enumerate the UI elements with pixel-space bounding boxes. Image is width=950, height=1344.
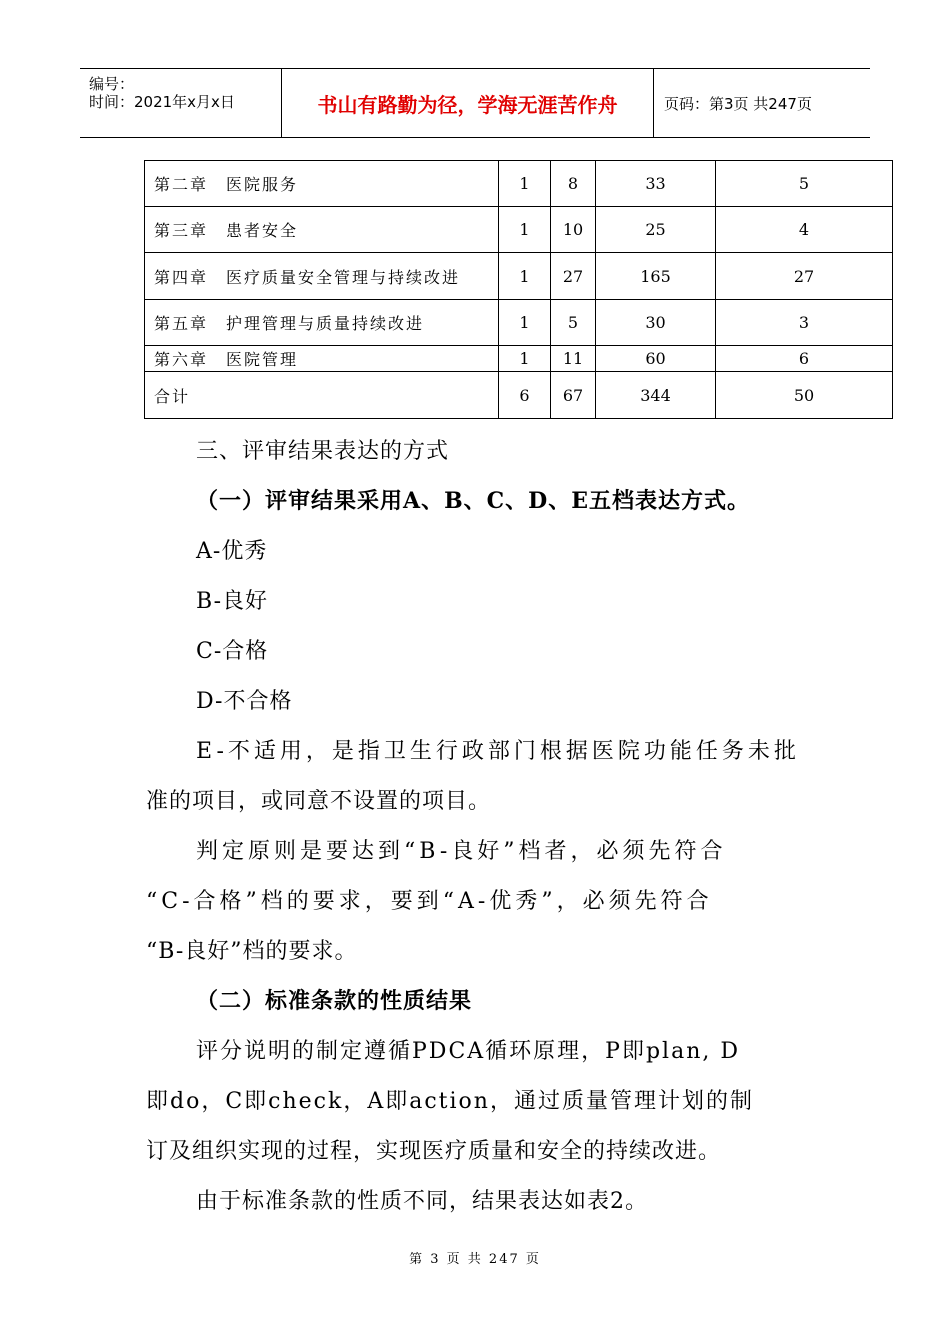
value-cell: 8 (551, 161, 596, 207)
header-motto: 书山有路勤为径，学海无涯苦作舟 (282, 69, 654, 137)
pdca-line: 评分说明的制定遵循PDCA循环原理，P即plan, D (196, 1039, 740, 1064)
rule-line: 判定原则是要达到“B-良好”档者，必须先符合 (196, 839, 727, 864)
header-page-code: 页码：第3页 共247页 (664, 94, 812, 113)
value-cell: 344 (596, 372, 716, 419)
date-label: 时间：2021年x月x日 (89, 93, 235, 111)
value-cell: 1 (499, 346, 551, 372)
value-cell: 33 (596, 161, 716, 207)
value-cell: 27 (716, 253, 893, 300)
grade-a: A-优秀 (196, 539, 268, 564)
value-cell: 10 (551, 207, 596, 253)
value-cell: 27 (551, 253, 596, 300)
chapter-cell: 合计 (145, 372, 499, 419)
table-row (145, 346, 893, 372)
value-cell: 6 (716, 346, 893, 372)
chapter-cell: 第六章 医院管理 (145, 346, 499, 372)
value-cell: 60 (596, 346, 716, 372)
value-cell: 50 (716, 372, 893, 419)
page-footer: 第 3 页 共 247 页 (409, 1252, 541, 1267)
value-cell: 5 (716, 161, 893, 207)
rule-line: “C-合格”档的要求，要到“A-优秀”，必须先符合 (146, 889, 713, 914)
chapter-cell: 第二章 医院服务 (145, 161, 499, 207)
value-cell: 1 (499, 253, 551, 300)
section-title: 三、评审结果表达的方式 (196, 439, 450, 464)
grade-c: C-合格 (196, 639, 269, 664)
value-cell: 67 (551, 372, 596, 419)
table-row (145, 372, 893, 419)
header-meta (80, 69, 282, 137)
value-cell: 4 (716, 207, 893, 253)
chapter-cell: 第四章 医疗质量安全管理与持续改进 (145, 253, 499, 300)
grade-b: B-良好 (196, 589, 269, 614)
value-cell: 1 (499, 207, 551, 253)
table-row (145, 300, 893, 346)
subsection-title: （二）标准条款的性质结果 (196, 988, 473, 1014)
value-cell: 30 (596, 300, 716, 346)
rule-line: “B-良好”档的要求。 (146, 939, 358, 964)
grade-d: D-不合格 (196, 689, 293, 714)
value-cell: 165 (596, 253, 716, 300)
value-cell: 11 (551, 346, 596, 372)
chapter-stats-table (144, 160, 893, 419)
grade-e-line: 准的项目，或同意不设置的项目。 (146, 789, 492, 814)
value-cell: 1 (499, 300, 551, 346)
pdca-line: 订及组织实现的过程，实现医疗质量和安全的持续改进。 (146, 1139, 722, 1164)
table-row (145, 207, 893, 253)
chapter-cell: 第三章 患者安全 (145, 207, 499, 253)
pdca-line: 即do，C即check，A即action，通过质量管理计划的制 (146, 1089, 754, 1114)
subsection-title: （一）评审结果采用A、B、C、D、E五档表达方式。 (196, 488, 751, 514)
value-cell: 1 (499, 161, 551, 207)
grade-e-line: E-不适用，是指卫生行政部门根据医院功能任务未批 (196, 739, 800, 764)
number-label: 编号： (89, 75, 135, 93)
value-cell: 5 (551, 300, 596, 346)
closing-line: 由于标准条款的性质不同，结果表达如表2。 (196, 1189, 648, 1214)
chapter-cell: 第五章 护理管理与质量持续改进 (145, 300, 499, 346)
value-cell: 3 (716, 300, 893, 346)
value-cell: 6 (499, 372, 551, 419)
value-cell: 25 (596, 207, 716, 253)
page-header (80, 68, 870, 138)
table-row (145, 161, 893, 207)
table-row (145, 253, 893, 300)
